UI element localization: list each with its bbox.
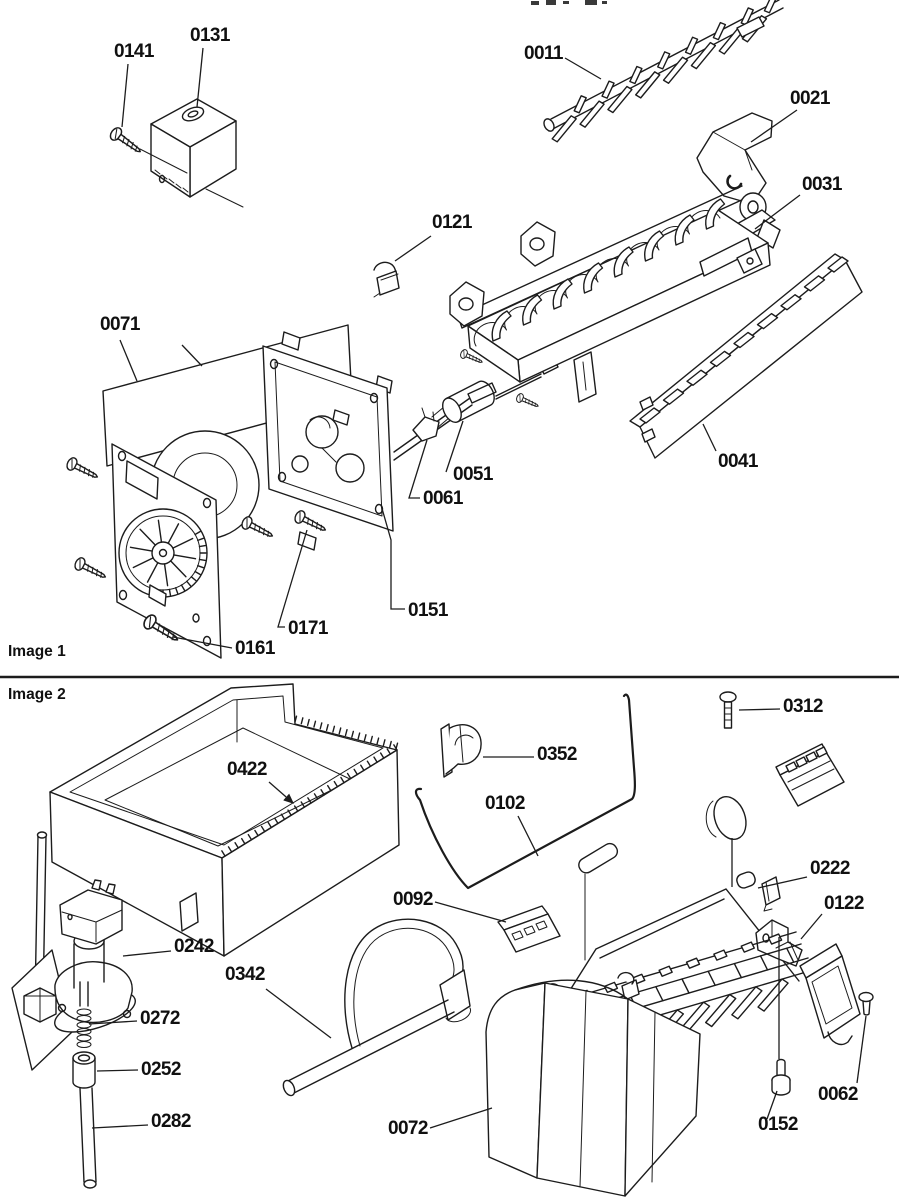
caption-image-1: Image 1 bbox=[8, 643, 66, 660]
callout-0352: 0352 bbox=[537, 744, 577, 765]
leader-line-0062 bbox=[857, 1016, 866, 1083]
callout-0342: 0342 bbox=[225, 964, 265, 985]
leader-line-0141 bbox=[122, 64, 128, 127]
leader-line-0041 bbox=[703, 424, 716, 451]
leader-line-0312 bbox=[739, 709, 780, 710]
leader-line-0222 bbox=[758, 877, 807, 888]
callout-0121: 0121 bbox=[432, 212, 472, 233]
callout-0031: 0031 bbox=[802, 174, 842, 195]
callout-0312: 0312 bbox=[783, 696, 823, 717]
callout-0131: 0131 bbox=[190, 25, 230, 46]
callout-0072: 0072 bbox=[388, 1118, 428, 1139]
leader-line-0071 bbox=[120, 340, 137, 381]
leader-line-0171 bbox=[278, 530, 307, 627]
leader-line-0071 bbox=[182, 345, 202, 366]
callout-0171: 0171 bbox=[288, 618, 328, 639]
leader-line-0422 bbox=[269, 782, 293, 803]
leader-line-0021 bbox=[751, 110, 797, 142]
callout-0062: 0062 bbox=[818, 1084, 858, 1105]
leader-line-0272 bbox=[89, 1021, 137, 1024]
callout-0122: 0122 bbox=[824, 893, 864, 914]
leader-line-0121 bbox=[395, 236, 431, 261]
leader-line-0282 bbox=[92, 1125, 148, 1128]
callout-0222: 0222 bbox=[810, 858, 850, 879]
callout-0021: 0021 bbox=[790, 88, 830, 109]
leader-line-0011 bbox=[565, 58, 601, 79]
callout-0272: 0272 bbox=[140, 1008, 180, 1029]
caption-image-2: Image 2 bbox=[8, 686, 66, 703]
callout-0422: 0422 bbox=[227, 759, 267, 780]
callout-0152: 0152 bbox=[758, 1114, 798, 1135]
leader-line-0072 bbox=[430, 1108, 492, 1128]
leader-line-0252 bbox=[97, 1070, 138, 1071]
leader-line-0092 bbox=[435, 902, 506, 922]
leader-line-0122 bbox=[801, 914, 822, 939]
leader-line-0242 bbox=[123, 951, 171, 956]
callout-0282: 0282 bbox=[151, 1111, 191, 1132]
callout-0102: 0102 bbox=[485, 793, 525, 814]
leader-line-0102 bbox=[518, 816, 538, 856]
leader-line-0131 bbox=[197, 48, 203, 107]
leader-line-0161 bbox=[173, 637, 232, 648]
leader-line-0151 bbox=[381, 505, 405, 609]
callout-0141: 0141 bbox=[114, 41, 154, 62]
leader-line-0342 bbox=[266, 989, 331, 1038]
callout-0242: 0242 bbox=[174, 936, 214, 957]
callout-0252: 0252 bbox=[141, 1059, 181, 1080]
callout-0161: 0161 bbox=[235, 638, 275, 659]
callout-0071: 0071 bbox=[100, 314, 140, 335]
callout-0061: 0061 bbox=[423, 488, 463, 509]
leader-line-0031 bbox=[755, 195, 800, 229]
callout-0041: 0041 bbox=[718, 451, 758, 472]
callout-0051: 0051 bbox=[453, 464, 493, 485]
callout-0151: 0151 bbox=[408, 600, 448, 621]
callout-0092: 0092 bbox=[393, 889, 433, 910]
callout-0011: 0011 bbox=[524, 43, 563, 64]
